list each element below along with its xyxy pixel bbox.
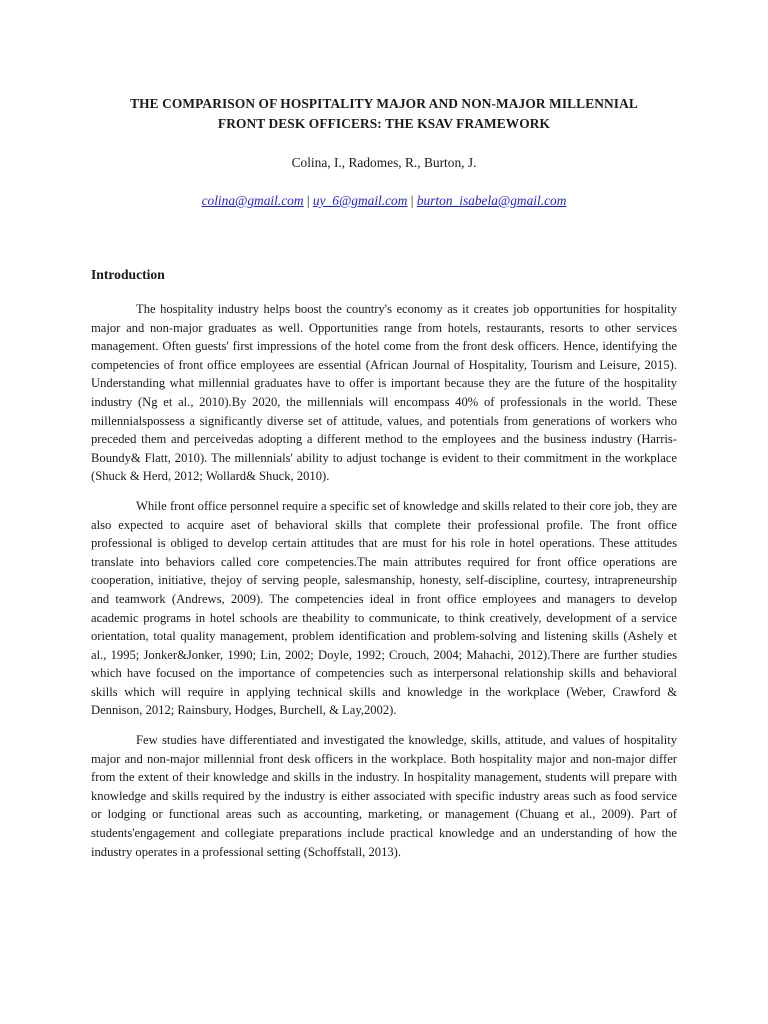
email-link-uy[interactable]: uy_6@gmail.com <box>312 193 408 208</box>
email-separator: | <box>410 193 417 208</box>
email-link-colina[interactable]: colina@gmail.com <box>201 193 304 208</box>
email-separator: | <box>306 193 313 208</box>
author-list: Colina, I., Radomes, R., Burton, J. <box>291 155 477 170</box>
paper-title <box>60 94 708 134</box>
section-heading-introduction: Introduction <box>91 267 165 282</box>
title-line-1: THE COMPARISON OF HOSPITALITY MAJOR AND NON-MAJOR MILLENNIAL <box>130 96 638 111</box>
paragraph-2: While front office personnel require a specific set of knowledge and skills related to their core job, they are also expected to acquire aset of behavioral skills that complete their professional profile. The front office professional is obliged to develop certain attitudes that are must for his role in hotel operations. These attitudes translate into behaviors called core competencies.The main attributes required for front office operations are cooperation, initiative, thejoy of serving people, salesmanship, honesty, self-discipline, courtesy, intrapreneurship and teamwork (Andrews, 2009). The competencies ideal in front office employees and managers to develop academic programs in hotel schools are theability to communicate, to think creatively, development of a service orientation, total quality management, problem identification and problem-solving and listening skills (Ashely et al., 1995; Jonker&Jonker, 1990; Lin, 2002; Doyle, 1992; Crouch, 2004; Mahachi, 2012).There are further studies which have focused on the importance of competencies such as interpersonal relationship skills and behavioral skills which will require in applying technical skills and knowledge in the workplace (Weber, Crawford & Dennison, 2012; Rainsbury, Hodges, Burchell, & Lay,2002). <box>91 498 677 718</box>
paragraph-3: Few studies have differentiated and investigated the knowledge, skills, attitude, and values of hospitality major and non-major millennial front desk officers in the workplace. Both hospitality major and non-major differ from the extent of their knowledge and skills in the industry. In hospitality management, students will prepare with knowledge and skills required by the industry is either associated with specific industry areas such as food service or lodging or functional areas such as accounting, marketing, or management (Chuang et al., 2009). Part of students'engagement and collegiate preparations include practical knowledge and an understanding of how the industry operates in a professional setting (Schoffstall, 2013). <box>91 733 677 859</box>
email-list <box>60 192 708 210</box>
title-line-2: FRONT DESK OFFICERS: THE KSAV FRAMEWORK <box>217 116 551 131</box>
paragraph-1: The hospitality industry helps boost the country's economy as it creates job opportunities for hospitality major and non-major graduates as well. Opportunities range from hotels, restaurants, resorts to other services management. Often guests' first impressions of the hotel come from the front desk officers. Hence, identifying the competencies of front office employees are essential (African Journal of Hospitality, Tourism and Leisure, 2015). Understanding what millennial graduates have to offer is important because they are the future of the hospitality industry (Ng et al., 2010).By 2020, the millennials will encompass 40% of professionals in the world. These millennialspossess a significantly diverse set of attitude, values, and potentials from generations of workers who preceded them and perceivedas adopting a different method to the employees and the business industry (Harris-Boundy& Flatt, 2010). The millennials' ability to adjust tochange is evident to their commitment in the workplace (Shuck & Herd, 2012; Wollard& Shuck, 2010). <box>91 302 677 484</box>
email-link-burton[interactable]: burton_isabela@gmail.com <box>416 193 567 208</box>
introduction-body <box>91 300 677 872</box>
